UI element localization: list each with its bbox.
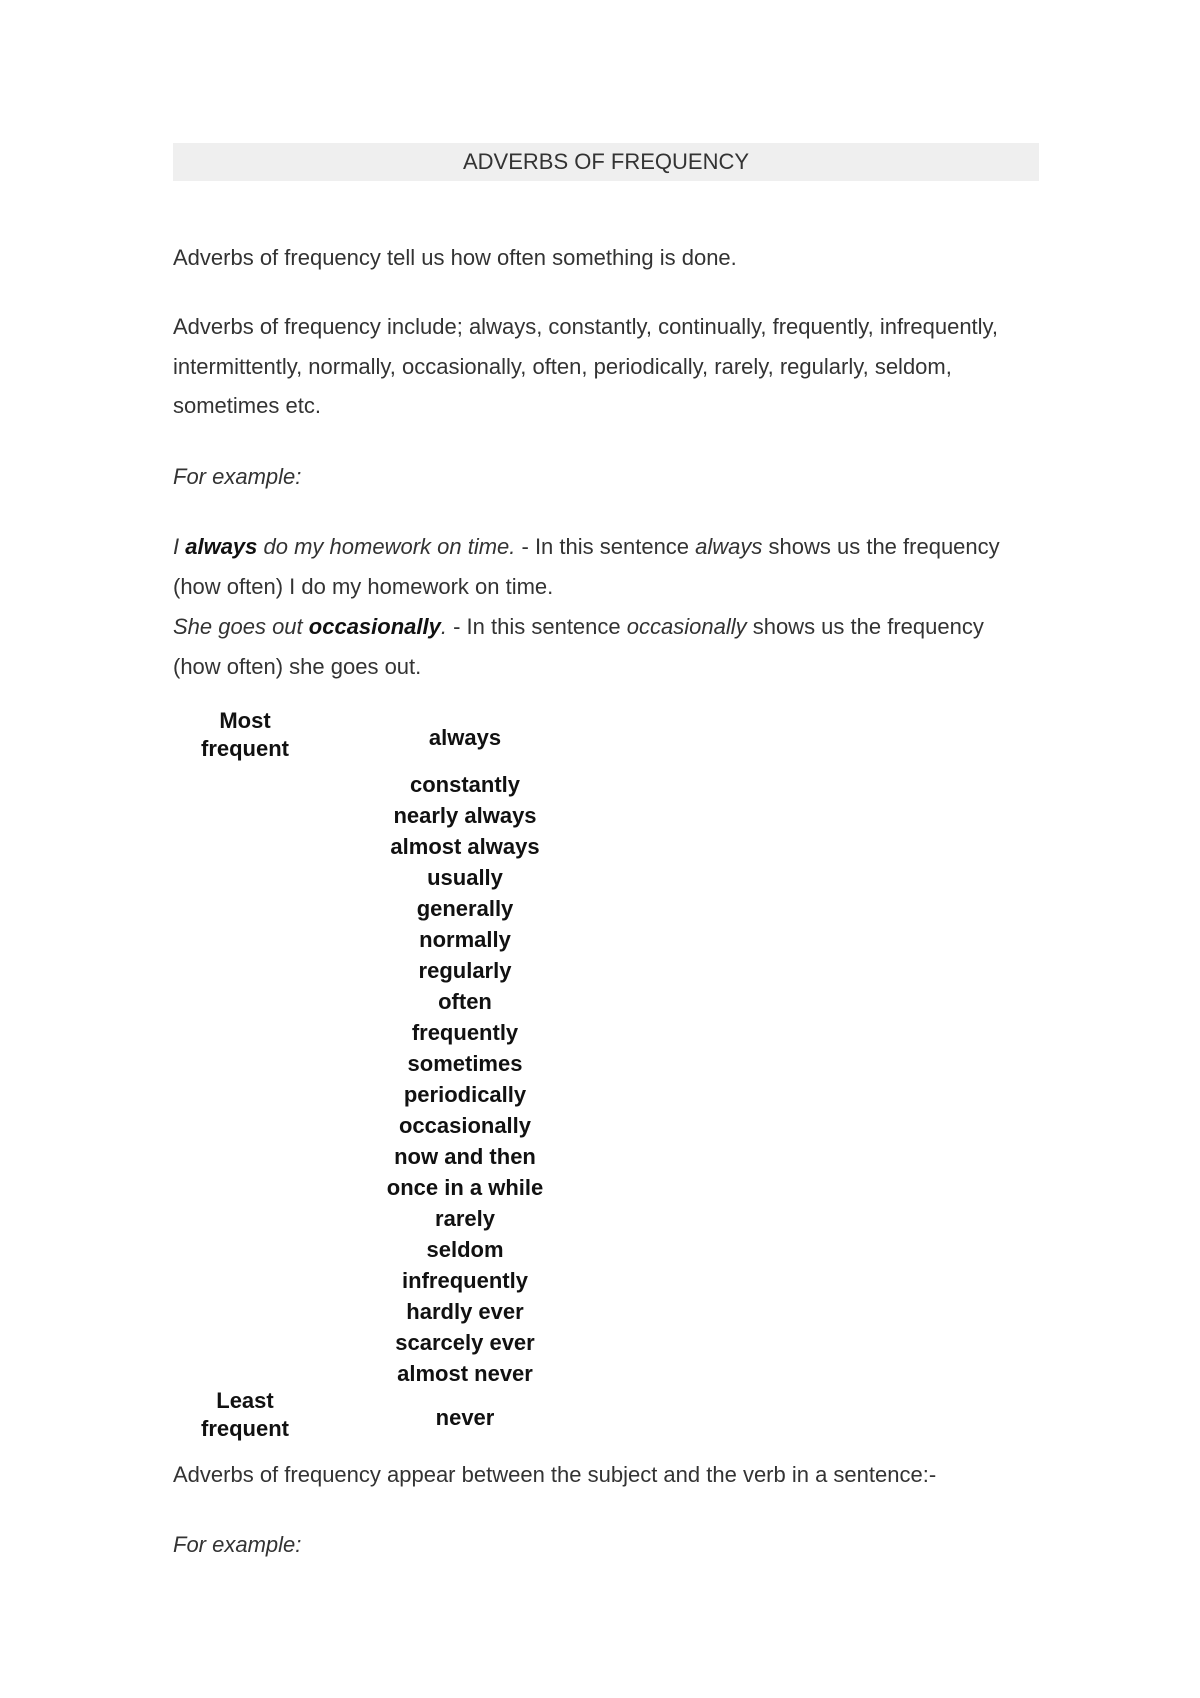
example-1-adverb: always	[185, 534, 258, 559]
least-frequent-label: Least frequent	[201, 1388, 289, 1441]
frequency-list-item: almost always	[390, 834, 540, 859]
most-frequent-label: Most frequent	[201, 708, 289, 761]
frequency-list-item: scarcely ever	[395, 1330, 535, 1355]
frequency-list-item: once in a while	[386, 1175, 544, 1200]
frequency-list-item: occasionally	[398, 1113, 532, 1138]
frequency-list	[365, 769, 565, 1389]
frequency-list-item: infrequently	[402, 1268, 528, 1293]
frequency-list-item: now and then	[394, 1144, 536, 1169]
for-example-heading	[173, 457, 1033, 497]
frequency-list-item: hardly ever	[406, 1299, 524, 1324]
frequency-list-item: nearly always	[393, 803, 537, 828]
example-2-adverb: occasionally	[308, 614, 441, 639]
example-sentence-1: I always do my homework on time. - In this sentence always shows us the frequency (how often) I do my homework on time.	[173, 534, 1000, 599]
frequency-list-item: regularly	[418, 958, 512, 983]
for-example-heading-2	[173, 1525, 1033, 1565]
frequency-bottom-item: never	[435, 1405, 495, 1430]
frequency-list-item: constantly	[409, 772, 521, 797]
frequency-list-item: often	[438, 989, 492, 1014]
frequency-list-item: normally	[419, 927, 511, 952]
frequency-top-item: always	[428, 725, 502, 750]
frequency-list-item: periodically	[403, 1082, 527, 1107]
frequency-list-item: sometimes	[407, 1051, 523, 1076]
frequency-list-item: seldom	[426, 1237, 504, 1262]
frequency-list-item: generally	[416, 896, 514, 921]
frequency-list-item: frequently	[411, 1020, 519, 1045]
for-example-text: For example:	[173, 464, 302, 489]
include-paragraph: Adverbs of frequency include; always, constantly, continually, frequently, infrequently, intermittently, normally, occasionally, often, periodically, rarely, regularly, seldom, sometimes etc.	[173, 314, 999, 419]
frequency-list-item: usually	[427, 865, 503, 890]
for-example-text-2: For example:	[173, 1532, 302, 1557]
frequency-list-item: rarely	[435, 1206, 495, 1231]
page-title: ADVERBS OF FREQUENCY	[173, 143, 1039, 181]
example-sentence-2: She goes out occasionally. - In this sentence occasionally shows us the frequency (how often) she goes out.	[173, 614, 984, 679]
placement-paragraph: Adverbs of frequency appear between the subject and the verb in a sentence:-	[173, 1462, 937, 1487]
frequency-list-item: almost never	[397, 1361, 533, 1386]
intro-paragraph: Adverbs of frequency tell us how often something is done.	[173, 245, 737, 270]
